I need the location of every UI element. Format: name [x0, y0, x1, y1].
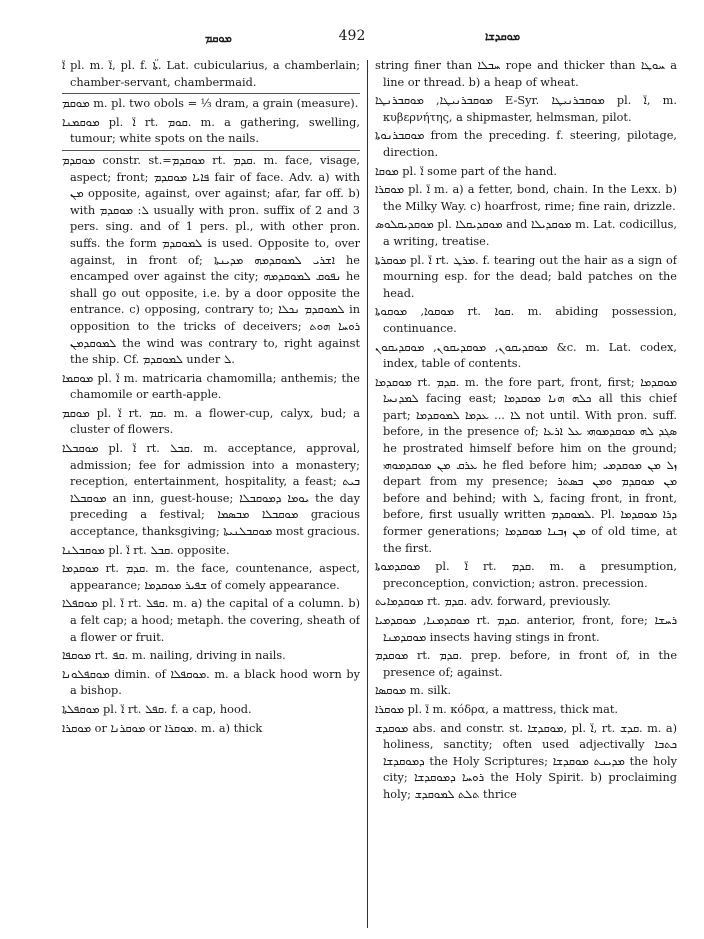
- dictionary-entry: ܡܘܩܕܡܢܐ, ܡܘܩܕܡܝܐ rt. ܩܕܡ. anterior, front, fore; ܪܚܫܐ ܡܘܩܕܡܢܐ insects having stings in front.: [375, 614, 677, 644]
- dictionary-entry: ܡܘܩܕܝܩܠܘܣ pl. ܡܘܩܕܝܩܠܐ and ܡܘܩܕܝܠܐ m. Lat. codicillus, a writing, treatise.: [375, 218, 677, 248]
- dictionary-entry: ܡܘܩܦܠܐ pl. ܐ̈ rt. ܩܦܠ. m. a) the capital of a column. b) a felt cap; a hood; metaph. the covering, sheath of a flower or fruit.: [62, 597, 360, 644]
- page-header: [0, 26, 704, 50]
- dictionary-entry: ܡܘܩܦܠܘܢܐ dimin. of ܡܘܩܦܠܐ. m. a black hood worn by a bishop.: [62, 667, 360, 698]
- dictionary-entry: ܡܘܩܒܪܢܘܬܐ from the preceding. f. steering, pilotage, direction.: [375, 129, 677, 159]
- dictionary-entry: ܡܘܩܕܫ abs. and constr. st. ܡܘܩܕܫܐ, pl. ܐ̈, rt. ܩܕܫ. m. a) holiness, sanctity; often used adjectivally ܟܬܒܐ ܕܡܘܩܕܫܐ the Holy Scriptures; ܡܕܝܢܬ ܡܘܩܕܫܐ the holy city; ܪܘܚܐ ܕܡܘܩܕܫܐ the Holy Spirit. b) proclaiming holy; ܬܠܬ ܠܡܘܩܕܫ thrice: [375, 721, 677, 801]
- dictionary-entry: ܡܘܩܒܠܐ pl. ܐ̈ rt. ܩܒܠ. m. acceptance, approval, admission; fee for admission into a monastery; reception, entertainment, hospitality, a feast; ܒܝܬ ܡܘܩܒܠܐ an inn, guest-house; ܝܘܡܐ ܕܡܘܩܒܠܐ the day preceding a festival; ܡܘܩܒܠܐ ܡܒܣܡܐ gracious acceptance, thanksgiving; ܡܘܩܒܠܢܝܬܐ most gracious.: [62, 442, 360, 539]
- dictionary-entry: ܡܘܩܕܡܐ rt. ܩܕܡ. m. the face, countenance, aspect, appearance; ܫܦܝܪ ܡܘܩܕܡܐ of comely appearance.: [62, 562, 360, 592]
- dictionary-entry: ܡܘܩܡ pl. ܐ̈ rt. ܩܡ. m. a flower-cup, calyx, bud; a cluster of flowers.: [62, 406, 360, 437]
- dictionary-entry: ܡܘܩܡܢܐ pl. ܐ̈ rt. ܩܘܡ. m. a gathering, swelling, tumour; white spots on the nails.: [62, 115, 360, 146]
- dictionary-entry: ܡܘܩܒܠܢܐ pl. ܐ̈ rt. ܩܒܠ. opposite.: [62, 543, 230, 557]
- dictionary-entry: ܡܘܩܡܐ pl. ܐ̈ m. matricaria chamomilla; anthemis; the chamomile or earth-apple.: [62, 371, 360, 402]
- dictionary-entry: ܡܘܩܕܡ rt. ܩܕܡ. prep. before, in front of, in the presence of; against.: [375, 649, 677, 679]
- dictionary-entry: ܡܘܩܕܡܐܝܬ rt. ܩܕܡ. adv. forward, previously.: [375, 595, 611, 609]
- dictionary-entry: ܡܘܩܒܪܢܝܛܐ, ܡܘܩܒܪܢܛܐ E-Syr. ܡܘܩܒܪܢܝܛܐ pl. ܐ̈, m. κυβερνήτης, a shipmaster, helmsman, pilot.: [375, 94, 677, 124]
- page-number: 492: [338, 28, 366, 44]
- dictionary-entry: ܡܘܩܡ m. pl. two obols = ⅓ dram, a grain (measure).: [62, 93, 360, 113]
- dictionary-entry: ܡܘܩܐ pl. ܐ̈ some part of the hand.: [375, 164, 557, 178]
- header-right-word: ܡܘܩܕܫܐ: [485, 30, 521, 43]
- left-column: [62, 58, 360, 928]
- dictionary-entry: ܡܘܩܪܐ pl. ܐ̈ m. a) a fetter, bond, chain. In the Lexx. b) the Milky Way. c) hoarfrost, rime; fine rain, drizzle.: [375, 183, 677, 213]
- dictionary-entry: ܡܘܩܪܬܐ pl. ܐ̈ rt. ܡܪܛ. f. tearing out the hair as a sign of mourning esp. for the dead; bald patches on the head.: [375, 253, 677, 300]
- dictionary-entry: ܡܘܩܦܠܬܐ pl. ܐ̈ rt. ܩܦܠ. f. a cap, hood.: [62, 702, 252, 716]
- header-left-word: ܡܘܩܡ: [205, 32, 232, 45]
- dictionary-entry: ܡܘܩܕܡ constr. st.=ܡܘܩܕܡ rt. ܩܕܡ. m. face, visage, aspect; front; ܦܐܝܐ ܡܘܩܕܡ fair of face. Adv. a) with ܡܢ opposite, against, over against; afar, far off. b) with ܠ: ܡܘܩܕܡ usually with pron. suffix of 2 and 3 pers. sing. and of 1 pers. pl., with other pron. suffs. the form ܠܡܘܩܕܡ is used. Opposite to, over against, in front of; ܐܫܪܝ ܠܡܘܩܕܡܗ ܡܕܝܢܬܐ he encamped over against the city; ܢܦܘܩ ܠܡܘܩܕܡܗ he shall go out opposite, i.e. by a door opposite the entrance. c) opposing, contrary to; ܠܡܘܩܕܡ ܢܟܠܐ in opposition to the tricks of deceivers; ܪܘܚܐ ܗܘܬ ܠܡܘܩܕܡܢ the wind was contrary to, right against the ship. Cf. ܠܡܘܩܕܡ under ܠ.: [62, 150, 360, 369]
- dictionary-entry: ܡܘܩܘܐ, ܡܘܩܘܬܐ rt. ܩܘܐ. m. abiding possession, continuance.: [375, 305, 677, 335]
- dictionary-entry: ܡܘܩܕܝܩܘܢ, ܡܘܩܕܝܩܘܢ, ܡܘܩܕܝܩܘܢ &c. m. Lat. codex, index, table of contents.: [375, 340, 677, 371]
- dictionary-entry: ܡܘܩܣܐ m. silk.: [375, 684, 452, 698]
- right-column: [375, 58, 677, 928]
- dictionary-entry: string finer than ܚܒܠܐ rope and thicker than ܚܘܛܐ a line or thread. b) a heap of wheat.: [375, 59, 677, 89]
- column-divider: [367, 60, 368, 928]
- dictionary-entry: ܡܘܩܕܡܐ rt. ܩܕܡ. m. the fore part, front, first; ܡܘܩܕܡܐ ܠܡܕܢܚܐ facing east; ܟܠܗ ܗܢܐ ܡܘܩܕܡܐ all this chief part; ܠܐ ... ܥܕܡܐ ܠܡܘܩܕܡܐ not until. With pron. suff. before, in the presence of; ܣܓܕ ܠܗ ܡܘܩܕܡܘܗܝ ܥܠ ܐܪܥܐ he prostrated himself before him on the ground; ܥܪܩ ܡܢ ܡܘܩܕܡܘܗܝ he fled before him; ܙܠ ܡܢ ܡܘܩܕܡܝ depart from my presence; ܡܢ ܡܘܩܕܡ ܘܡܢ ܒܣܬܪ before and behind; with ܠ, facing front, in front, before, first usually written ܠܡܘܩܕܡ. Pl. ܕܪܐ ܡܘܩܕܡܐ former generations; ܡܢ ܙܒܢܐ ܡܘܩܕܡܐ of old time, at the first.: [375, 375, 677, 555]
- dictionary-entry: ܐ̈ pl. m. ܐ̈, pl. f. ܬܐ̈. Lat. cubicularius, a chamberlain; chamber-servant, chambermaid.: [62, 59, 360, 89]
- dictionary-entry: ܡܘܩܦܐ rt. ܩܦ. m. nailing, driving in nails.: [62, 649, 286, 663]
- dictionary-entry: ܡܘܩܪܐ or ܡܘܩܪܢܐ or ܡܘܩܪܐ. m. a) thick: [62, 721, 263, 735]
- dictionary-entry: ܡܘܩܪܐ pl. ܐ̈ m. κόδρα, a mattress, thick mat.: [375, 702, 618, 716]
- dictionary-entry: ܡܘܩܕܡܘܬܐ pl. ܐ̈ rt. ܩܕܡ. m. a presumption, preconception, conviction; astron. precession.: [375, 560, 677, 590]
